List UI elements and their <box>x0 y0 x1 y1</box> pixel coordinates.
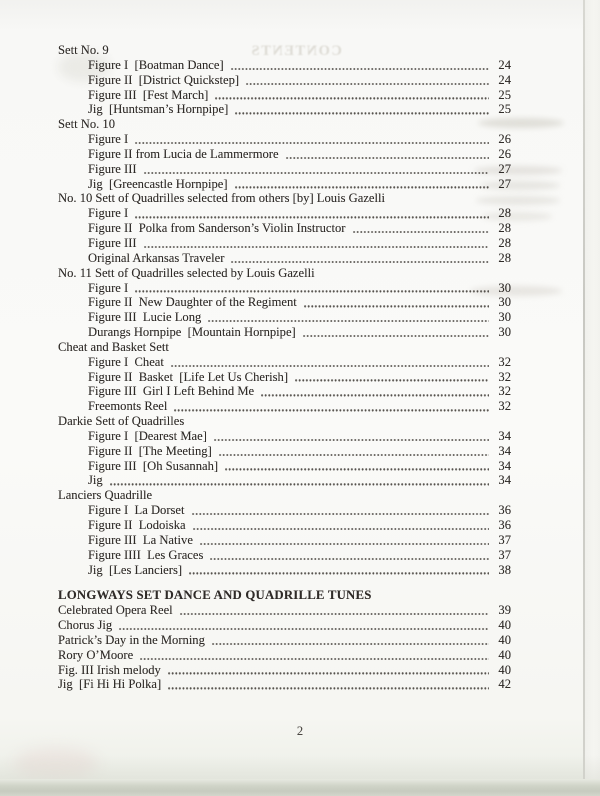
toc-entry-page-number: 28 <box>498 235 511 250</box>
toc-entry-page-number: 30 <box>498 325 511 340</box>
toc-section-header <box>58 266 511 281</box>
toc-entry-title: Figure I [Dearest Mae] <box>88 428 207 443</box>
toc-entry <box>58 533 511 548</box>
toc-entry-title: Figure II Polka from Sanderson’s Violin Instructor <box>88 221 346 236</box>
toc-section-header <box>58 588 511 603</box>
leader-dots <box>261 394 489 396</box>
toc-entry <box>58 221 511 236</box>
toc-entry-title: Fig. III Irish melody <box>58 662 161 677</box>
leader-dots <box>110 483 489 485</box>
leader-dots <box>135 142 489 144</box>
toc-entry <box>58 370 511 385</box>
leader-dots <box>140 658 489 660</box>
toc-section-header-text: Sett No. 10 <box>58 117 116 132</box>
scan-right-margin <box>585 0 600 782</box>
leader-dots <box>246 83 489 85</box>
toc-entry-page-number: 40 <box>498 618 511 633</box>
toc-entry-title: Figure II [The Meeting] <box>88 443 212 458</box>
leader-dots <box>225 468 489 470</box>
toc-section-header <box>58 488 511 503</box>
leader-dots <box>304 305 489 307</box>
leader-dots <box>231 68 489 70</box>
toc-entry-title: Figure II from Lucia de Lammermore <box>88 146 279 161</box>
toc-section <box>58 340 511 414</box>
toc-entry-page-number: 25 <box>498 87 511 102</box>
leader-dots <box>210 558 489 560</box>
toc-section-header-text: Lanciers Quadrille <box>58 488 153 503</box>
leader-dots <box>192 513 489 515</box>
toc-entry <box>58 563 511 578</box>
toc-entry-title: Figure III Lucie Long <box>88 310 202 325</box>
leader-dots <box>303 335 489 337</box>
bleed-through-ghost-text: CONTENTS <box>250 43 342 59</box>
toc-entry-page-number: 32 <box>498 369 511 384</box>
leader-dots <box>119 628 489 630</box>
toc-entry-title: Patrick’s Day in the Morning <box>58 632 205 647</box>
leader-dots <box>214 439 489 441</box>
toc-entry <box>58 162 511 177</box>
toc-entry-title: Figure II New Daughter of the Regiment <box>88 295 297 310</box>
leader-dots <box>286 157 489 159</box>
leader-dots <box>174 409 489 411</box>
toc-entry-page-number: 25 <box>498 102 511 117</box>
toc-entry-page-number: 28 <box>498 221 511 236</box>
toc-entry <box>58 548 511 563</box>
toc-entry-title: Figure IIII Les Graces <box>88 547 204 562</box>
toc-entry <box>58 648 511 663</box>
toc-section <box>58 117 511 191</box>
toc-entry-page-number: 27 <box>498 161 511 176</box>
toc-entry-page-number: 40 <box>498 662 511 677</box>
leader-dots <box>171 365 489 367</box>
toc-entry-page-number: 38 <box>498 562 511 577</box>
toc-entry-page-number: 36 <box>498 503 511 518</box>
leader-dots <box>219 454 489 456</box>
toc-entry <box>58 603 511 618</box>
toc-entry-page-number: 32 <box>498 399 511 414</box>
toc-entry-page-number: 32 <box>498 384 511 399</box>
toc-entry <box>58 102 511 117</box>
toc-entry-title: Jig [Les Lanciers] <box>88 562 183 577</box>
toc-entry-title: Jig <box>88 473 103 488</box>
toc-entry-title: Figure I <box>88 280 129 295</box>
toc-entry-title: Figure III <box>88 161 137 176</box>
leader-dots <box>215 97 489 99</box>
toc-section-header <box>58 191 511 206</box>
toc-section <box>58 588 511 692</box>
leader-dots <box>180 613 489 615</box>
toc-section-header-text: Darkie Sett of Quadrilles <box>58 414 185 429</box>
toc-entry-page-number: 28 <box>498 250 511 265</box>
scan-bottom-shadow <box>0 755 600 779</box>
toc-entry <box>58 295 511 310</box>
toc-entry-page-number: 27 <box>498 176 511 191</box>
toc-section-header-text: Cheat and Basket Sett <box>58 339 169 354</box>
toc-entry <box>58 633 511 648</box>
toc-section <box>58 191 511 265</box>
toc-entry-title: Figure II Lodoiska <box>88 518 186 532</box>
toc-entry <box>58 132 511 147</box>
toc-entry-page-number: 30 <box>498 310 511 325</box>
toc-entry <box>58 399 511 414</box>
leader-dots <box>235 112 489 114</box>
leader-dots <box>208 320 489 322</box>
toc-section-header <box>58 340 511 355</box>
toc-section-header <box>58 117 511 132</box>
toc-entry-page-number: 34 <box>498 458 511 473</box>
toc-entry <box>58 503 511 518</box>
toc-section-header-text: No. 11 Sett of Quadrilles selected by Louis Gazelli <box>58 265 315 280</box>
toc-entry-page-number: 30 <box>498 295 511 310</box>
toc-entry-title: Figure III [Fest March] <box>88 87 209 102</box>
toc-section-header <box>58 43 511 58</box>
page-number: 2 <box>296 724 304 738</box>
toc-entry-title: Figure II [District Quickstep] <box>88 72 240 87</box>
toc-entry-page-number: 24 <box>498 72 511 87</box>
toc-entry <box>58 281 511 296</box>
toc-entry-title: Figure III [Oh Susannah] <box>88 458 219 473</box>
leader-dots <box>200 543 489 545</box>
toc-entry-page-number: 42 <box>498 677 511 692</box>
toc-section <box>58 414 511 488</box>
toc-entry <box>58 518 511 533</box>
leader-dots <box>353 231 489 233</box>
toc-entry-page-number: 26 <box>498 146 511 161</box>
leader-dots <box>144 172 489 174</box>
leader-dots <box>168 672 489 674</box>
toc-entry <box>58 384 511 399</box>
toc-section <box>58 266 511 340</box>
toc-section-header <box>58 414 511 429</box>
toc-entry-title: Figure I <box>88 132 129 147</box>
toc-entry-title: Rory O’Moore <box>58 647 134 662</box>
toc-entry-title: Celebrated Opera Reel <box>58 603 173 618</box>
page-edge-line <box>583 0 585 782</box>
toc-entry-page-number: 37 <box>498 547 511 562</box>
toc-entry-title: Figure I [Boatman Dance] <box>88 57 224 72</box>
toc-section-header-text: Sett No. 9 <box>58 43 109 57</box>
toc-entry-title: Figure I <box>88 206 129 221</box>
toc-entry <box>58 429 511 444</box>
toc-entry-page-number: 36 <box>498 518 511 532</box>
toc-entry <box>58 88 511 103</box>
toc-section-header-text: LONGWAYS SET DANCE AND QUADRILLE TUNES <box>58 588 372 603</box>
leader-dots <box>235 186 489 188</box>
toc-entry-title: Jig [Huntsman’s Hornpipe] <box>88 102 229 117</box>
toc-entry-title: Jig [Greencastle Hornpipe] <box>88 176 228 191</box>
toc-entry-page-number: 34 <box>498 473 511 488</box>
toc-entry <box>58 444 511 459</box>
toc-entry-page-number: 32 <box>498 354 511 369</box>
toc-entry <box>58 355 511 370</box>
toc-entry-page-number: 24 <box>498 57 511 72</box>
toc-entry-title: Durangs Hornpipe [Mountain Hornpipe] <box>88 325 296 340</box>
toc-entry <box>58 618 511 633</box>
scanner-background-band <box>0 779 600 796</box>
toc-entry-title: Jig [Fi Hi Hi Polka] <box>58 677 162 692</box>
toc-entry <box>58 236 511 251</box>
toc <box>58 43 511 692</box>
toc-entry <box>58 251 511 266</box>
leader-dots <box>144 246 489 248</box>
toc-entry-page-number: 28 <box>498 206 511 221</box>
toc-entry-page-number: 34 <box>498 428 511 443</box>
leader-dots <box>231 261 489 263</box>
toc-entry-page-number: 26 <box>498 132 511 147</box>
toc-entry <box>58 459 511 474</box>
toc-entry-page-number: 40 <box>498 632 511 647</box>
toc-entry-title: Figure III La Native <box>88 532 193 547</box>
toc-entry-page-number: 39 <box>498 603 511 618</box>
leader-dots <box>168 687 489 689</box>
toc-section <box>58 488 511 577</box>
toc-entry <box>58 177 511 192</box>
toc-entry-page-number: 40 <box>498 647 511 662</box>
toc-entry-title: Figure III Girl I Left Behind Me <box>88 384 255 399</box>
toc-entry-page-number: 34 <box>498 443 511 458</box>
toc-entry <box>58 58 511 73</box>
toc-entry <box>58 147 511 162</box>
toc-entry-title: Figure I Cheat <box>88 354 164 369</box>
toc-section-header-text: No. 10 Sett of Quadrilles selected from others [by] Louis Gazelli <box>58 191 386 206</box>
leader-dots <box>295 379 489 381</box>
toc-section <box>58 43 511 117</box>
toc-entry <box>58 663 511 678</box>
toc-entry-title: Figure III <box>88 235 137 250</box>
toc-entry <box>58 206 511 221</box>
toc-entry-title: Freemonts Reel <box>88 399 168 414</box>
toc-entry <box>58 310 511 325</box>
toc-entry <box>58 473 511 488</box>
toc-entry-title: Original Arkansas Traveler <box>88 250 225 265</box>
toc-entry <box>58 325 511 340</box>
toc-entry-page-number: 37 <box>498 532 511 547</box>
toc-entry-page-number: 30 <box>498 280 511 295</box>
leader-dots <box>189 572 489 574</box>
leader-dots <box>193 528 489 530</box>
leader-dots <box>135 216 489 218</box>
toc-entry-title: Figure I La Dorset <box>88 503 185 518</box>
toc-entry-title: Figure II Basket [Life Let Us Cherish] <box>88 369 289 384</box>
leader-dots <box>212 643 489 645</box>
toc-entry-title: Chorus Jig <box>58 618 113 633</box>
leader-dots <box>135 290 489 292</box>
toc-entry <box>58 677 511 692</box>
toc-entry <box>58 73 511 88</box>
